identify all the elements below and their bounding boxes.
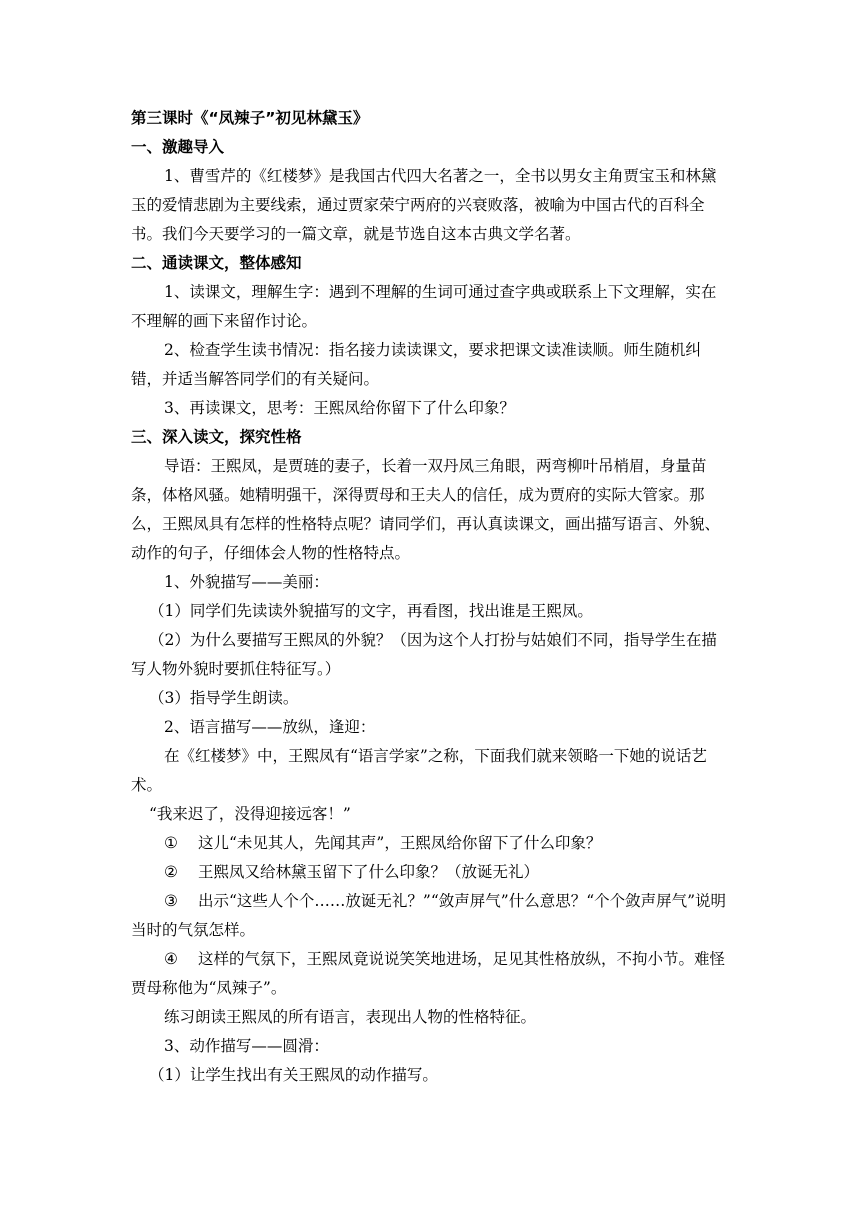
paragraph: 1、曹雪芹的《红楼梦》是我国古代四大名著之一，全书以男女主角贾宝玉和林黛玉的爱情悲剧为主要线索，通过贾家荣宁两府的兴衰败落，被喻为中国古代的百科全书。我们今天要学习的一篇文章，就是节选自这本古典文学名著。 — [131, 167, 717, 243]
list-item-text: 出示“这些人个个……放诞无礼？”“敛声屏气”什么意思？“个个敛声屏气”说明当时的气氛怎样。 — [131, 892, 727, 939]
paragraph: 3、再读课文，思考：王熙凤给你留下了什么印象？ — [164, 399, 515, 417]
list-marker: ② — [164, 863, 178, 881]
paragraph: 练习朗读王熙凤的所有语言，表现出人物的性格特征。 — [164, 1008, 537, 1026]
list-item: （1）同学们先读读外貌描写的文字，再看图，找出谁是王熙凤。 — [149, 602, 593, 620]
list-item — [131, 858, 731, 887]
list-item-text: 这儿“未见其人，先闻其声”，王熙凤给你留下了什么印象？ — [198, 834, 602, 852]
list-marker: ③ — [164, 892, 178, 910]
list-item-text: 王熙凤又给林黛玉留下了什么印象？（放诞无礼） — [198, 863, 540, 881]
list-item: （3）指导学生朗读。 — [149, 689, 299, 707]
subsection-appearance: 1、外貌描写——美丽： — [164, 573, 329, 591]
list-marker: ④ — [164, 950, 178, 968]
subsection-language: 2、语言描写——放纵，逢迎： — [164, 718, 376, 736]
list-item — [131, 887, 731, 945]
quote: “我来迟了，没得迎接远客！” — [149, 805, 351, 823]
document-body — [131, 104, 731, 1090]
paragraph: 2、检查学生读书情况：指名接力读读课文，要求把课文读准读顺。师生随机纠错，并适当解答同学们的有关疑问。 — [131, 341, 701, 388]
list-item-text: 这样的气氛下，王熙凤竟说说笑笑地进场，足见其性格放纵，不拘小节。难怪贾母称他为“凤辣子”。 — [131, 950, 726, 997]
paragraph: 在《红楼梦》中，王熙凤有“语言学家”之称，下面我们就来领略一下她的说话艺术。 — [131, 747, 707, 794]
list-item: （1）让学生找出有关王熙凤的动作描写。 — [149, 1066, 438, 1084]
list-marker: ① — [164, 834, 178, 852]
list-item — [131, 829, 731, 858]
lesson-title: 第三课时《“凤辣子”初见林黛玉》 — [131, 109, 369, 127]
section-heading-3: 三、深入读文，探究性格 — [131, 428, 302, 446]
paragraph: 导语：王熙凤，是贾琏的妻子，长着一双丹凤三角眼，两弯柳叶吊梢眉，身量苗条，体格风骚。她精明强干，深得贾母和王夫人的信任，成为贾府的实际大管家。那么，王熙凤具有怎样的性格特点呢？请同学们，再认真读课文，画出描写语言、外貌、动作的句子，仔细体会人物的性格特点。 — [131, 457, 721, 562]
paragraph: 1、读课文，理解生字：遇到不理解的生词可通过查字典或联系上下文理解，实在不理解的画下来留作讨论。 — [131, 283, 717, 330]
list-item: （2）为什么要描写王熙凤的外貌？（因为这个人打扮与姑娘们不同，指导学生在描写人物外貌时要抓住特征写。） — [131, 631, 717, 678]
section-heading-1: 一、激趣导入 — [131, 138, 225, 156]
subsection-action: 3、动作描写——圆滑： — [164, 1037, 329, 1055]
section-heading-2: 二、通读课文，整体感知 — [131, 254, 302, 272]
list-item — [131, 945, 731, 1003]
